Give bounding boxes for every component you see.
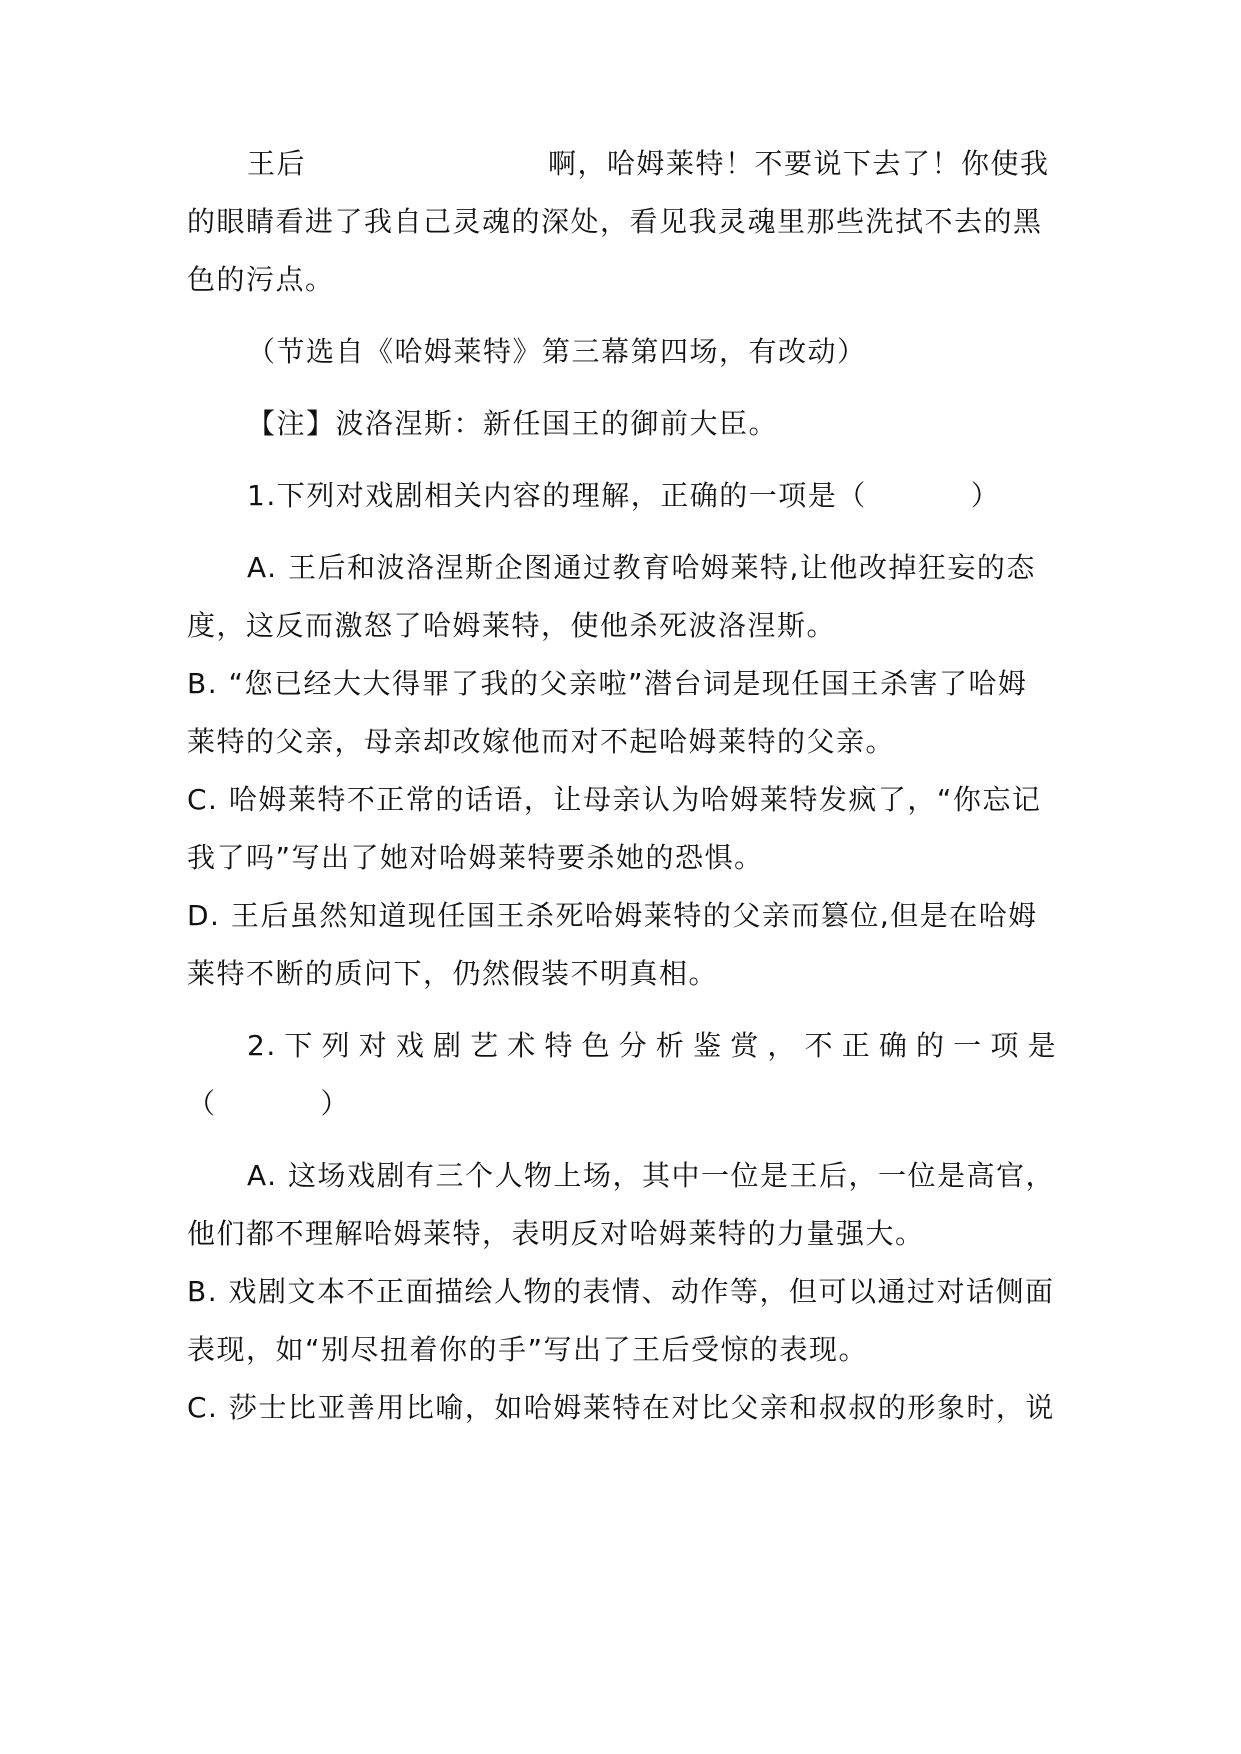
question-1-option-b: B. “您已经大大得罪了我的父亲啦”潜台词是现任国王杀害了哈姆 <box>187 667 1028 700</box>
question-1-option-d-cont: 莱特不断的质问下，仍然假装不明真相。 <box>187 957 719 990</box>
speech-line: 色的污点。 <box>187 263 335 296</box>
question-1-option-a: A. 王后和波洛涅斯企图通过教育哈姆莱特,让他改掉狂妄的态 <box>247 551 1036 584</box>
speaker-label: 王后 <box>247 147 307 180</box>
question-2-option-a: A. 这场戏剧有三个人物上场，其中一位是王后，一位是高官， <box>247 1159 1055 1192</box>
speech-line: 的眼睛看进了我自己灵魂的深处，看见我灵魂里那些洗拭不去的黑 <box>187 205 1043 238</box>
question-1-option-b-cont: 莱特的父亲，母亲却改嫁他而对不起哈姆莱特的父亲。 <box>187 725 896 758</box>
question-2-answer-blank: （ ） <box>187 1087 351 1120</box>
question-1-option-c: C. 哈姆莱特不正常的话语，让母亲认为哈姆莱特发疯了，“你忘记 <box>187 783 1042 816</box>
question-1-stem: 1.下列对戏剧相关内容的理解，正确的一项是（ ） <box>247 479 1001 512</box>
speech-line: 啊，哈姆莱特！不要说下去了！你使我 <box>548 147 1050 180</box>
question-2-option-b: B. 戏剧文本不正面描绘人物的表情、动作等，但可以通过对话侧面 <box>187 1275 1055 1308</box>
question-1-option-a-cont: 度，这反而激怒了哈姆莱特，使他杀死波洛涅斯。 <box>187 609 837 642</box>
question-2-option-b-cont: 表现，如“别尽扭着你的手”写出了王后受惊的表现。 <box>187 1333 869 1366</box>
question-1-option-c-cont: 我了吗”写出了她对哈姆莱特要杀她的恐惧。 <box>187 841 764 874</box>
question-2-option-a-cont: 他们都不理解哈姆莱特，表明反对哈姆莱特的力量强大。 <box>187 1217 925 1250</box>
question-1-option-d: D. 王后虽然知道现任国王杀死哈姆莱特的父亲而篡位,但是在哈姆 <box>187 899 1038 932</box>
question-2-stem: 2.下列对戏剧艺术特色分析鉴赏，不正确的一项是 <box>247 1029 1057 1062</box>
source-citation: （节选自《哈姆莱特》第三幕第四场，有改动） <box>247 335 867 368</box>
question-2-option-c: C. 莎士比亚善用比喻，如哈姆莱特在对比父亲和叔叔的形象时，说 <box>187 1391 1055 1424</box>
footnote: 【注】波洛涅斯：新任国王的御前大臣。 <box>247 407 779 440</box>
